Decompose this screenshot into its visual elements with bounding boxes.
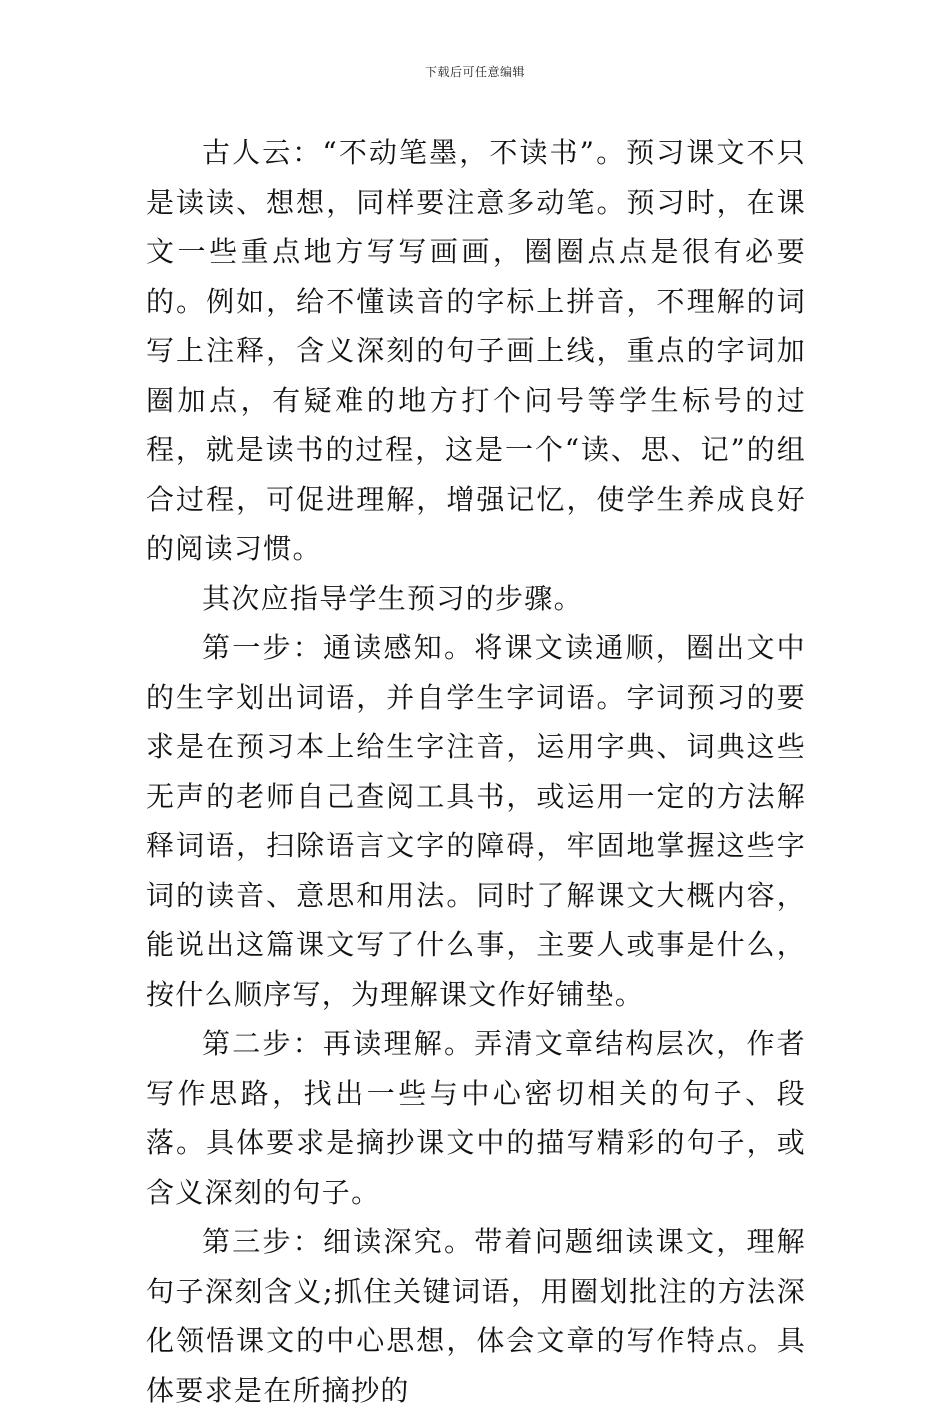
document-body: [146, 128, 806, 1415]
paragraph-step-one: 第一步：通读感知。将课文读通顺，圈出文中的生字划出词语，并自学生字词语。字词预习的要求是在预习本上给生字注音，运用字典、词典这些无声的老师自己查阅工具书，或运用一定的方法解释词语，扫除语言文字的障碍，牢固地掌握这些字词的读音、意思和用法。同时了解课文大概内容，能说出这篇课文写了什么事，主要人或事是什么，按什么顺序写，为理解课文作好铺垫。: [146, 631, 806, 1011]
paragraph-preview-note-taking: 古人云：“不动笔墨，不读书”。预习课文不只是读读、想想，同样要注意多动笔。预习时，在课文一些重点地方写写画画，圈圈点点是很有必要的。例如，给不懂读音的字标上拼音，不理解的词写上注释，含义深刻的句子画上线，重点的字词加圈加点，有疑难的地方打个问号等学生标号的过程，就是读书的过程，这是一个“读、思、记”的组合过程，可促进理解，增强记忆，使学生养成良好的阅读习惯。: [146, 136, 806, 565]
paragraph-steps-intro: 其次应指导学生预习的步骤。: [202, 581, 583, 615]
page-header: 下载后可任意编辑: [424, 65, 525, 79]
paragraph-step-three: 第三步：细读深究。带着问题细读课文，理解句子深刻含义;抓住关键词语，用圈划批注的方法深化领悟课文的中心思想，体会文章的写作特点。具体要求是在所摘抄的: [146, 1225, 806, 1407]
paragraph-step-two: 第二步：再读理解。弄清文章结构层次，作者写作思路，找出一些与中心密切相关的句子、段落。具体要求是摘抄课文中的描写精彩的句子，或含义深刻的句子。: [146, 1027, 806, 1209]
